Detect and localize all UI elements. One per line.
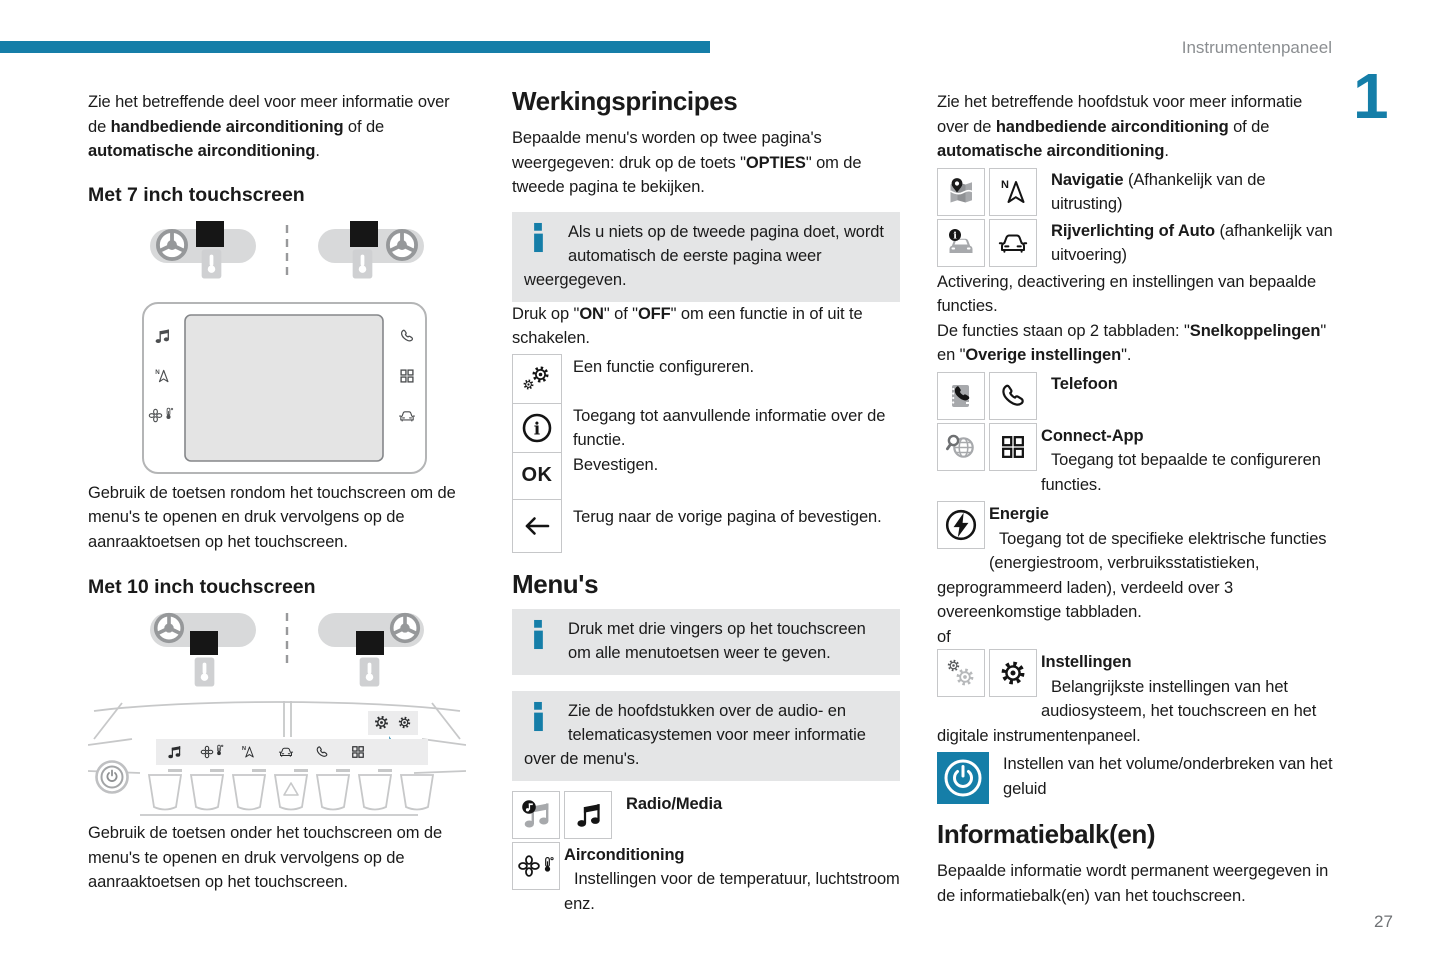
menu-label: Instellingen xyxy=(1041,653,1132,671)
menu-label: Airconditioning xyxy=(564,845,685,864)
menu-item-radio-media xyxy=(512,791,900,842)
phone-handset-icon xyxy=(989,372,1037,420)
menu-item-rijverlichting xyxy=(937,219,1333,270)
menu-text-block: Rijverlichting of Auto (afhankelijk van uitvoering) xyxy=(1051,221,1333,264)
menu-text: Instellingen voor de temperatuur, luchtstroom enz. xyxy=(564,870,900,913)
menu-text-block: Navigatie (Afhankelijk van de uitrusting) xyxy=(1051,170,1266,213)
menu-item-navigatie xyxy=(937,168,1333,219)
web-search-icon xyxy=(937,423,985,471)
menu-item-instellingen xyxy=(937,649,1333,748)
info-i-icon xyxy=(532,701,544,732)
menu-label: Navigatie xyxy=(1051,170,1124,189)
action-text: Toegang tot aanvullende informatie over de functie. xyxy=(573,406,886,449)
section-title-informatiebalk: Informatiebalk(en) xyxy=(937,819,1156,849)
music-note-badge-icon xyxy=(512,791,560,839)
tabs-paragraph: De functies staan op 2 tabbladen: "Snelkoppelingen" en "Overige instellingen". xyxy=(937,321,1327,364)
touchscreen-10inch-illustration xyxy=(88,609,466,821)
phonebook-icon xyxy=(937,372,985,420)
left-column xyxy=(88,90,466,895)
music-note-icon xyxy=(564,791,612,839)
menu-label: Energie xyxy=(989,505,1049,523)
action-row-configure xyxy=(512,354,900,404)
info-note-see-chapters: Zie de hoofdstukken over de audio- en telematicasystemen voor meer informatie over de menu's. xyxy=(512,691,900,781)
configure-gears-icon xyxy=(512,354,562,404)
touchscreen-7inch-illustration xyxy=(88,217,466,481)
action-row-ok xyxy=(512,452,900,500)
car-icon xyxy=(989,219,1037,267)
menu-text: Toegang tot bepaalde te configureren functies. xyxy=(1041,451,1321,494)
info-i-icon xyxy=(532,222,544,253)
info-i-icon xyxy=(532,619,544,650)
action-text: Bevestigen. xyxy=(573,455,659,474)
info-note-three-fingers: Druk met drie vingers op het touchscreen om alle menutoetsen weer te geven. xyxy=(512,609,900,675)
svg-text:i: i xyxy=(953,230,957,242)
menu-label: Connect-App xyxy=(1041,426,1144,445)
menu-text-block: Instellen van het volume/onderbreken van het geluid xyxy=(1003,755,1333,798)
chapter-number: 1 xyxy=(1353,60,1389,132)
power-volume-icon xyxy=(937,752,989,804)
menu-item-energie xyxy=(937,501,1333,625)
menu-item-volume xyxy=(937,752,1333,807)
map-pin-icon xyxy=(937,168,985,216)
info-note-auto-return: Als u niets op de tweede pagina doet, wordt automatisch de eerste pagina weer weergegeven. xyxy=(512,212,900,302)
action-text: Een functie configureren. xyxy=(573,357,754,376)
app-grid-icon xyxy=(989,423,1037,471)
gear-icon xyxy=(989,649,1037,697)
menu-text: Toegang tot de specifieke elektrische functies (energiestroom, verbruiksstatistieken, geprogrammeerd laden), verdeeld over 3 overeenkomstige tabbladen. xyxy=(937,529,1327,621)
menu-label: Telefoon xyxy=(1051,374,1118,393)
menu-label: Rijverlichting of Auto xyxy=(1051,221,1216,240)
page-header-title: Instrumentenpaneel xyxy=(1181,38,1332,57)
page-number: 27 xyxy=(1374,912,1393,931)
info-circle-icon xyxy=(512,403,562,453)
back-arrow-icon xyxy=(512,499,562,553)
menu-text: Belangrijkste instellingen van het audiosysteem, het touchscreen en het digitale instrumentenpaneel. xyxy=(937,677,1317,745)
ok-key-icon: OK xyxy=(512,452,562,500)
caption-10inch: Gebruik de toetsen onder het touchscreen om de menu's te openen en druk vervolgens op de aanraaktoetsen op het touchscreen. xyxy=(88,824,443,891)
heading-7inch: Met 7 inch touchscreen xyxy=(88,183,305,206)
intro-paragraph: Zie het betreffende deel voor meer informatie over de handbediende airconditioning of de automatische airconditioning. xyxy=(88,93,450,160)
energy-bolt-icon xyxy=(937,501,985,549)
caption-7inch: Gebruik de toetsen rondom het touchscreen om de menu's te openen en druk vervolgens op de aanraaktoetsen op het touchscreen. xyxy=(88,483,456,551)
car-info-icon xyxy=(937,219,985,267)
infobar-paragraph: Bepaalde informatie wordt permanent weergegeven in de informatiebalk(en) van het touchscreen. xyxy=(937,862,1329,905)
menu-text-block xyxy=(1041,372,1333,397)
action-row-info xyxy=(512,403,900,453)
or-text: of xyxy=(937,627,951,646)
menu-item-airco xyxy=(512,842,900,917)
heading-10inch: Met 10 inch touchscreen xyxy=(88,576,316,598)
activation-paragraph: Activering, deactivering en instellingen van bepaalde functies. xyxy=(937,272,1317,315)
onoff-paragraph: Druk op "ON" of "OFF" om een functie in of uit te schakelen. xyxy=(512,304,863,347)
fan-thermometer-icon xyxy=(512,842,560,890)
intro-paragraph: Zie het betreffende hoofdstuk voor meer informatie over de handbediende airconditioning of de automatische airconditioning. xyxy=(937,93,1303,160)
chapter-accent-bar xyxy=(0,41,710,53)
section-title-menus: Menu's xyxy=(512,568,599,599)
middle-column xyxy=(512,86,900,916)
compass-arrow-icon xyxy=(989,168,1037,216)
pages-paragraph: Bepaalde menu's worden op twee pagina's weergegeven: druk op de toets "OPTIES" om de tweede pagina te bekijken. xyxy=(512,129,862,196)
menu-item-connect-app xyxy=(937,423,1333,498)
double-gears-icon xyxy=(937,649,985,697)
svg-text:i: i xyxy=(533,419,541,439)
right-column xyxy=(937,90,1333,908)
menu-label: Radio/Media xyxy=(626,794,723,813)
action-legend xyxy=(512,354,900,553)
action-text: Terug naar de vorige pagina of bevestigen. xyxy=(573,507,882,526)
menu-item-telefoon xyxy=(937,372,1333,423)
section-title-werkingsprincipes: Werkingsprincipes xyxy=(512,86,738,116)
action-row-back xyxy=(512,499,900,553)
